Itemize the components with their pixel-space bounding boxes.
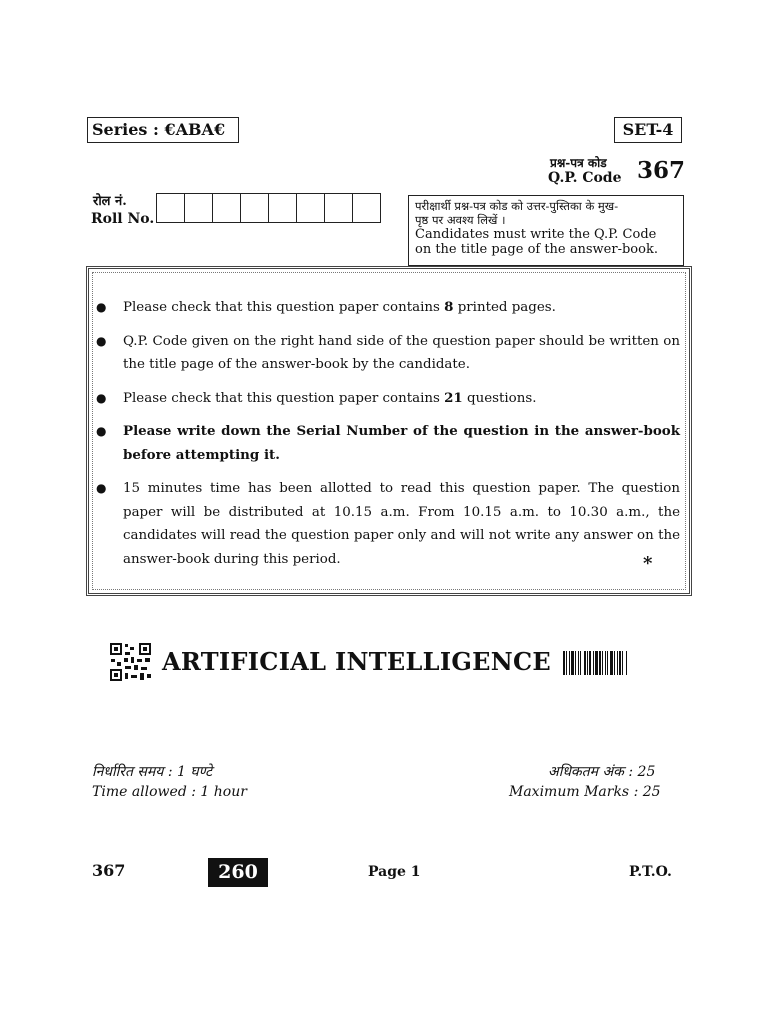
- bullet-icon: ●: [96, 300, 107, 314]
- maximum-marks-hindi: अधिकतम अंक : 25: [548, 764, 656, 780]
- instruction-item: ● 15 minutes time has been allotted to read this question paper. The question paper will be distributed at 10.15 a.m. From 10.15 a.m. to 10.30 a.m., the candidates will read the question paper only and will not write any answer on the answer-book during this period.: [96, 477, 680, 571]
- notice-hindi-line-2: पृष्ठ पर अवश्य लिखें ।: [415, 213, 506, 227]
- roll-no-cell[interactable]: [156, 193, 185, 223]
- footer-qp-code: 367: [92, 861, 126, 880]
- instruction-item: ● Please write down the Serial Number of the question in the answer-book before attempting it.: [96, 420, 680, 467]
- qp-code-value: 367: [637, 157, 686, 184]
- notice-hindi-line-1: परीक्षार्थी प्रश्न-पत्र कोड को उत्तर-पुस्तिका के मुख-: [415, 199, 619, 213]
- roll-no-cell[interactable]: [240, 193, 269, 223]
- roll-no-cell[interactable]: [296, 193, 325, 223]
- page-number: Page 1: [368, 864, 421, 880]
- series-label: Series : €ABA€: [87, 117, 239, 143]
- footer-badge: 260: [208, 858, 268, 887]
- qp-code-label: Q.P. Code: [548, 170, 622, 186]
- star-mark: *: [643, 553, 653, 574]
- roll-no-cell[interactable]: [268, 193, 297, 223]
- time-allowed: Time allowed : 1 hour: [92, 784, 247, 800]
- set-label: SET-4: [614, 117, 682, 143]
- instructions-list: [96, 296, 680, 581]
- pto-label: P.T.O.: [629, 864, 672, 880]
- roll-no-cell[interactable]: [212, 193, 241, 223]
- instruction-item: ● Q.P. Code given on the right hand side of the question paper should be written on the title page of the answer-book by the candidate.: [96, 330, 680, 377]
- bullet-icon: ●: [96, 333, 107, 348]
- bullet-icon: ●: [96, 481, 107, 495]
- qr-code-icon: [110, 643, 151, 681]
- roll-no-grid[interactable]: [157, 193, 381, 223]
- instruction-item: ● Please check that this question paper contains 21 questions.: [96, 387, 680, 411]
- maximum-marks: Maximum Marks : 25: [509, 784, 661, 800]
- time-allowed-hindi: निर्धारित समय : 1 घण्टे: [92, 764, 213, 780]
- instruction-item: ● Please check that this question paper contains 8 printed pages.: [96, 296, 680, 320]
- notice-english-line-1: Candidates must write the Q.P. Code: [415, 227, 657, 242]
- bullet-icon: ●: [96, 390, 107, 405]
- barcode-icon: [563, 651, 675, 675]
- qp-code-hindi-label: प्रश्न-पत्र कोड: [550, 156, 607, 170]
- bullet-icon: ●: [96, 424, 107, 438]
- qp-code-notice: [408, 195, 684, 266]
- roll-no-cell[interactable]: [324, 193, 353, 223]
- roll-no-cell[interactable]: [184, 193, 213, 223]
- notice-english-line-2: on the title page of the answer-book.: [415, 242, 658, 257]
- roll-no-cell[interactable]: [352, 193, 381, 223]
- roll-no-hindi-label: रोल नं.: [93, 194, 127, 209]
- subject-title: ARTIFICIAL INTELLIGENCE: [162, 647, 551, 676]
- roll-no-label: Roll No.: [91, 211, 155, 227]
